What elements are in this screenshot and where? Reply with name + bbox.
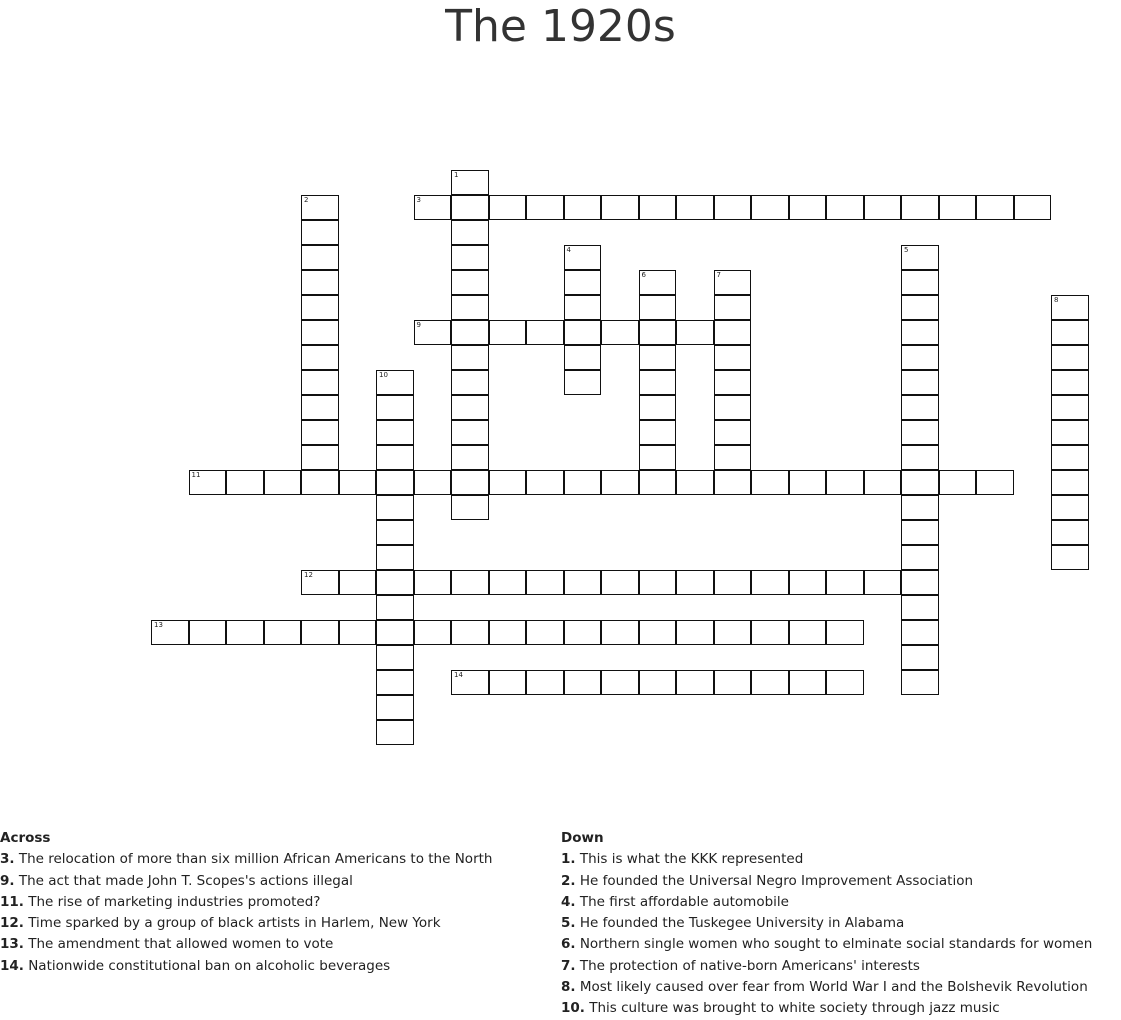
clue-text: The first affordable automobile [575, 893, 789, 910]
crossword-cell[interactable] [901, 370, 939, 395]
clue-text: The act that made John T. Scopes's actions illegal [14, 872, 353, 889]
cell-number: 4 [566, 245, 571, 254]
crossword-cell[interactable] [714, 195, 752, 220]
crossword-cell[interactable] [301, 195, 339, 220]
clue-text: The amendment that allowed women to vote [23, 936, 334, 953]
clue-text: This culture was brought to white society through jazz music [584, 1000, 1000, 1017]
across-clue [0, 956, 545, 977]
crossword-cell[interactable] [639, 345, 677, 370]
cell-number: 5 [904, 245, 909, 254]
crossword-cell[interactable] [301, 245, 339, 270]
crossword-cell[interactable] [526, 320, 564, 345]
crossword-cell[interactable] [714, 445, 752, 470]
crossword-cell[interactable] [1051, 295, 1089, 320]
clue-number: 13. [0, 936, 24, 953]
crossword-cell[interactable] [301, 295, 339, 320]
crossword-cell[interactable] [564, 245, 602, 270]
crossword-cell[interactable] [376, 370, 414, 395]
crossword-cell[interactable] [489, 320, 527, 345]
clue-text: The relocation of more than six million African Americans to the North [14, 851, 493, 868]
crossword-cell[interactable] [714, 345, 752, 370]
crossword-cell[interactable] [751, 195, 789, 220]
across-heading: Across [0, 830, 51, 846]
crossword-cell[interactable] [714, 370, 752, 395]
down-clue [561, 956, 1117, 977]
clue-number: 3. [0, 851, 15, 868]
cell-number: 12 [304, 570, 313, 579]
crossword-cell[interactable] [676, 620, 714, 645]
crossword-cell[interactable] [526, 620, 564, 645]
crossword-cell[interactable] [639, 270, 677, 295]
crossword-cell[interactable] [376, 470, 414, 495]
crossword-cell[interactable] [564, 295, 602, 320]
crossword-cell[interactable] [789, 620, 827, 645]
down-clue [561, 849, 1117, 870]
crossword-cell[interactable] [451, 470, 489, 495]
crossword-cell[interactable] [376, 420, 414, 445]
crossword-cell[interactable] [301, 395, 339, 420]
clue-text: The rise of marketing industries promoted? [23, 893, 321, 910]
crossword-cell[interactable] [1051, 445, 1089, 470]
crossword-cell[interactable] [376, 545, 414, 570]
crossword-cell[interactable] [676, 320, 714, 345]
crossword-cell[interactable] [901, 595, 939, 620]
crossword-cell[interactable] [901, 670, 939, 695]
crossword-cell[interactable] [901, 320, 939, 345]
clue-number: 4. [561, 893, 576, 910]
down-clue [561, 892, 1117, 913]
clue-number: 12. [0, 915, 24, 932]
crossword-cell[interactable] [751, 470, 789, 495]
crossword-cell[interactable] [676, 470, 714, 495]
clue-text: Nationwide constitutional ban on alcoholic beverages [23, 957, 391, 974]
crossword-cell[interactable] [301, 620, 339, 645]
crossword-cell[interactable] [601, 670, 639, 695]
crossword-cell[interactable] [451, 495, 489, 520]
crossword-cell[interactable] [301, 370, 339, 395]
clue-text: He founded the Universal Negro Improvement Association [575, 872, 974, 889]
down-clues [561, 828, 1117, 1020]
crossword-cell[interactable] [714, 620, 752, 645]
across-clue [0, 913, 545, 934]
crossword-cell[interactable] [451, 370, 489, 395]
clue-text: He founded the Tuskegee University in Alabama [575, 915, 905, 932]
crossword-cell[interactable] [864, 195, 902, 220]
crossword-cell[interactable] [226, 620, 264, 645]
clue-number: 5. [561, 915, 576, 932]
cell-number: 10 [379, 370, 388, 379]
crossword-cell[interactable] [901, 295, 939, 320]
crossword-cell[interactable] [789, 195, 827, 220]
crossword-cell[interactable] [789, 570, 827, 595]
crossword-cell[interactable] [264, 620, 302, 645]
crossword-cell[interactable] [1051, 420, 1089, 445]
down-clue [561, 934, 1117, 955]
crossword-cell[interactable] [826, 195, 864, 220]
clue-number: 11. [0, 893, 24, 910]
clue-text: Northern single women who sought to elminate social standards for women [575, 936, 1093, 953]
crossword-cell[interactable] [1051, 545, 1089, 570]
clue-text: Time sparked by a group of black artists in Harlem, New York [23, 915, 441, 932]
down-clue-list [561, 849, 1117, 1019]
across-clues [0, 828, 545, 977]
crossword-cell[interactable] [414, 620, 452, 645]
crossword-cell[interactable] [1051, 345, 1089, 370]
crossword-cell[interactable] [601, 570, 639, 595]
crossword-cell[interactable] [451, 345, 489, 370]
crossword-cell[interactable] [339, 620, 377, 645]
crossword-cell[interactable] [1051, 395, 1089, 420]
cell-number: 6 [641, 270, 646, 279]
across-clue [0, 892, 545, 913]
crossword-cell[interactable] [714, 570, 752, 595]
crossword-cell[interactable] [451, 270, 489, 295]
cell-number: 8 [1054, 295, 1059, 304]
crossword-cell[interactable] [339, 570, 377, 595]
crossword-cell[interactable] [376, 495, 414, 520]
crossword-cell[interactable] [864, 570, 902, 595]
crossword-cell[interactable] [826, 570, 864, 595]
crossword-cell[interactable] [451, 445, 489, 470]
crossword-cell[interactable] [714, 470, 752, 495]
crossword-cell[interactable] [414, 570, 452, 595]
across-clue [0, 871, 545, 892]
crossword-cell[interactable] [414, 195, 452, 220]
crossword-cell[interactable] [189, 620, 227, 645]
crossword-cell[interactable] [901, 395, 939, 420]
crossword-cell[interactable] [451, 295, 489, 320]
crossword-cell[interactable] [901, 645, 939, 670]
crossword-cell[interactable] [451, 245, 489, 270]
crossword-cell[interactable] [564, 570, 602, 595]
crossword-cell[interactable] [601, 620, 639, 645]
crossword-cell[interactable] [751, 570, 789, 595]
crossword-cell[interactable] [564, 320, 602, 345]
crossword-cell[interactable] [376, 695, 414, 720]
across-clue-list [0, 849, 545, 977]
crossword-cell[interactable] [901, 570, 939, 595]
down-clue [561, 913, 1117, 934]
crossword-cell[interactable] [639, 195, 677, 220]
crossword-cell[interactable] [826, 470, 864, 495]
crossword-cell[interactable] [376, 395, 414, 420]
crossword-cell[interactable] [639, 395, 677, 420]
clue-text: This is what the KKK represented [575, 851, 804, 868]
crossword-cell[interactable] [714, 270, 752, 295]
crossword-cell[interactable] [901, 620, 939, 645]
crossword-cell[interactable] [376, 445, 414, 470]
crossword-cell[interactable] [451, 320, 489, 345]
crossword-cell[interactable] [376, 595, 414, 620]
crossword-cell[interactable] [226, 470, 264, 495]
cell-number: 1 [454, 170, 459, 179]
crossword-cell[interactable] [301, 320, 339, 345]
crossword-cell[interactable] [451, 570, 489, 595]
cell-number: 7 [716, 270, 721, 279]
down-heading: Down [561, 830, 604, 846]
crossword-cell[interactable] [676, 670, 714, 695]
crossword-cell[interactable] [526, 670, 564, 695]
across-clue [0, 849, 545, 870]
crossword-cell[interactable] [301, 420, 339, 445]
crossword-cell[interactable] [864, 470, 902, 495]
crossword-cell[interactable] [639, 420, 677, 445]
cell-number: 9 [416, 320, 421, 329]
crossword-cell[interactable] [489, 195, 527, 220]
crossword-cell[interactable] [1051, 320, 1089, 345]
crossword-cell[interactable] [639, 470, 677, 495]
crossword-cell[interactable] [639, 670, 677, 695]
crossword-cell[interactable] [901, 470, 939, 495]
crossword-cell[interactable] [451, 420, 489, 445]
crossword-cell[interactable] [451, 620, 489, 645]
cell-number: 3 [416, 195, 421, 204]
crossword-cell[interactable] [376, 620, 414, 645]
crossword-cell[interactable] [526, 570, 564, 595]
crossword-cell[interactable] [189, 470, 227, 495]
crossword-cell[interactable] [714, 295, 752, 320]
down-clue [561, 998, 1117, 1019]
crossword-cell[interactable] [376, 570, 414, 595]
down-clue [561, 871, 1117, 892]
crossword-cell[interactable] [901, 195, 939, 220]
crossword-cell[interactable] [489, 670, 527, 695]
crossword-cell[interactable] [489, 470, 527, 495]
crossword-cell[interactable] [714, 420, 752, 445]
down-clue [561, 977, 1117, 998]
crossword-cell[interactable] [564, 345, 602, 370]
crossword-cell[interactable] [376, 670, 414, 695]
crossword-cell[interactable] [1014, 195, 1052, 220]
crossword-cell[interactable] [451, 670, 489, 695]
crossword-cell[interactable] [901, 270, 939, 295]
crossword-cell[interactable] [826, 670, 864, 695]
crossword-cell[interactable] [639, 620, 677, 645]
crossword-cell[interactable] [301, 470, 339, 495]
crossword-cell[interactable] [714, 395, 752, 420]
crossword-cell[interactable] [451, 195, 489, 220]
cell-number: 14 [454, 670, 463, 679]
crossword-cell[interactable] [676, 570, 714, 595]
crossword-cell[interactable] [901, 445, 939, 470]
crossword-cell[interactable] [601, 320, 639, 345]
crossword-cell[interactable] [639, 445, 677, 470]
crossword-cell[interactable] [639, 370, 677, 395]
crossword-cell[interactable] [376, 645, 414, 670]
crossword-cell[interactable] [639, 320, 677, 345]
crossword-cell[interactable] [564, 670, 602, 695]
cell-number: 11 [191, 470, 201, 479]
crossword-cell[interactable] [564, 370, 602, 395]
crossword-cell[interactable] [1051, 495, 1089, 520]
crossword-cell[interactable] [376, 520, 414, 545]
crossword-cell[interactable] [901, 345, 939, 370]
crossword-cell[interactable] [1051, 370, 1089, 395]
crossword-cell[interactable] [301, 270, 339, 295]
crossword-cell[interactable] [976, 470, 1014, 495]
crossword-cell[interactable] [564, 195, 602, 220]
crossword-cell[interactable] [489, 620, 527, 645]
clue-number: 9. [0, 872, 15, 889]
crossword-cell[interactable] [301, 445, 339, 470]
crossword-cell[interactable] [414, 320, 452, 345]
crossword-cell[interactable] [376, 720, 414, 745]
crossword-cell[interactable] [676, 195, 714, 220]
crossword-cell[interactable] [564, 470, 602, 495]
crossword-cell[interactable] [976, 195, 1014, 220]
crossword-cell[interactable] [526, 470, 564, 495]
crossword-cell[interactable] [151, 620, 189, 645]
crossword-cell[interactable] [451, 220, 489, 245]
crossword-cell[interactable] [601, 195, 639, 220]
crossword-cell[interactable] [939, 195, 977, 220]
crossword-cell[interactable] [451, 170, 489, 195]
clue-number: 10. [561, 1000, 585, 1017]
crossword-cell[interactable] [714, 320, 752, 345]
crossword-cell[interactable] [264, 470, 302, 495]
crossword-cell[interactable] [751, 670, 789, 695]
clue-text: The protection of native-born Americans' interests [575, 957, 920, 974]
clue-number: 7. [561, 957, 576, 974]
crossword-cell[interactable] [489, 570, 527, 595]
cell-number: 2 [304, 195, 309, 204]
page-title: The 1920s [445, 1, 676, 52]
crossword-cell[interactable] [901, 545, 939, 570]
crossword-cell[interactable] [901, 420, 939, 445]
crossword-cell[interactable] [301, 220, 339, 245]
crossword-cell[interactable] [564, 270, 602, 295]
crossword-cell[interactable] [751, 620, 789, 645]
crossword-cell[interactable] [601, 470, 639, 495]
crossword-cell[interactable] [301, 570, 339, 595]
clue-number: 8. [561, 979, 576, 996]
crossword-cell[interactable] [639, 295, 677, 320]
crossword-cell[interactable] [414, 470, 452, 495]
crossword-cell[interactable] [451, 395, 489, 420]
crossword-cell[interactable] [714, 670, 752, 695]
crossword-cell[interactable] [789, 670, 827, 695]
crossword-cell[interactable] [939, 470, 977, 495]
across-clue [0, 934, 545, 955]
crossword-cell[interactable] [301, 345, 339, 370]
clue-number: 2. [561, 872, 576, 889]
clue-number: 1. [561, 851, 576, 868]
crossword-cell[interactable] [564, 620, 602, 645]
crossword-cell[interactable] [1051, 470, 1089, 495]
cell-number: 13 [154, 620, 163, 629]
crossword-cell[interactable] [901, 495, 939, 520]
crossword-cell[interactable] [639, 570, 677, 595]
crossword-cell[interactable] [789, 470, 827, 495]
crossword-cell[interactable] [1051, 520, 1089, 545]
crossword-cell[interactable] [901, 520, 939, 545]
clue-text: Most likely caused over fear from World War I and the Bolshevik Revolution [575, 979, 1088, 996]
clue-number: 14. [0, 957, 24, 974]
clue-number: 6. [561, 936, 576, 953]
crossword-cell[interactable] [526, 195, 564, 220]
crossword-cell[interactable] [901, 245, 939, 270]
crossword-cell[interactable] [826, 620, 864, 645]
crossword-cell[interactable] [339, 470, 377, 495]
